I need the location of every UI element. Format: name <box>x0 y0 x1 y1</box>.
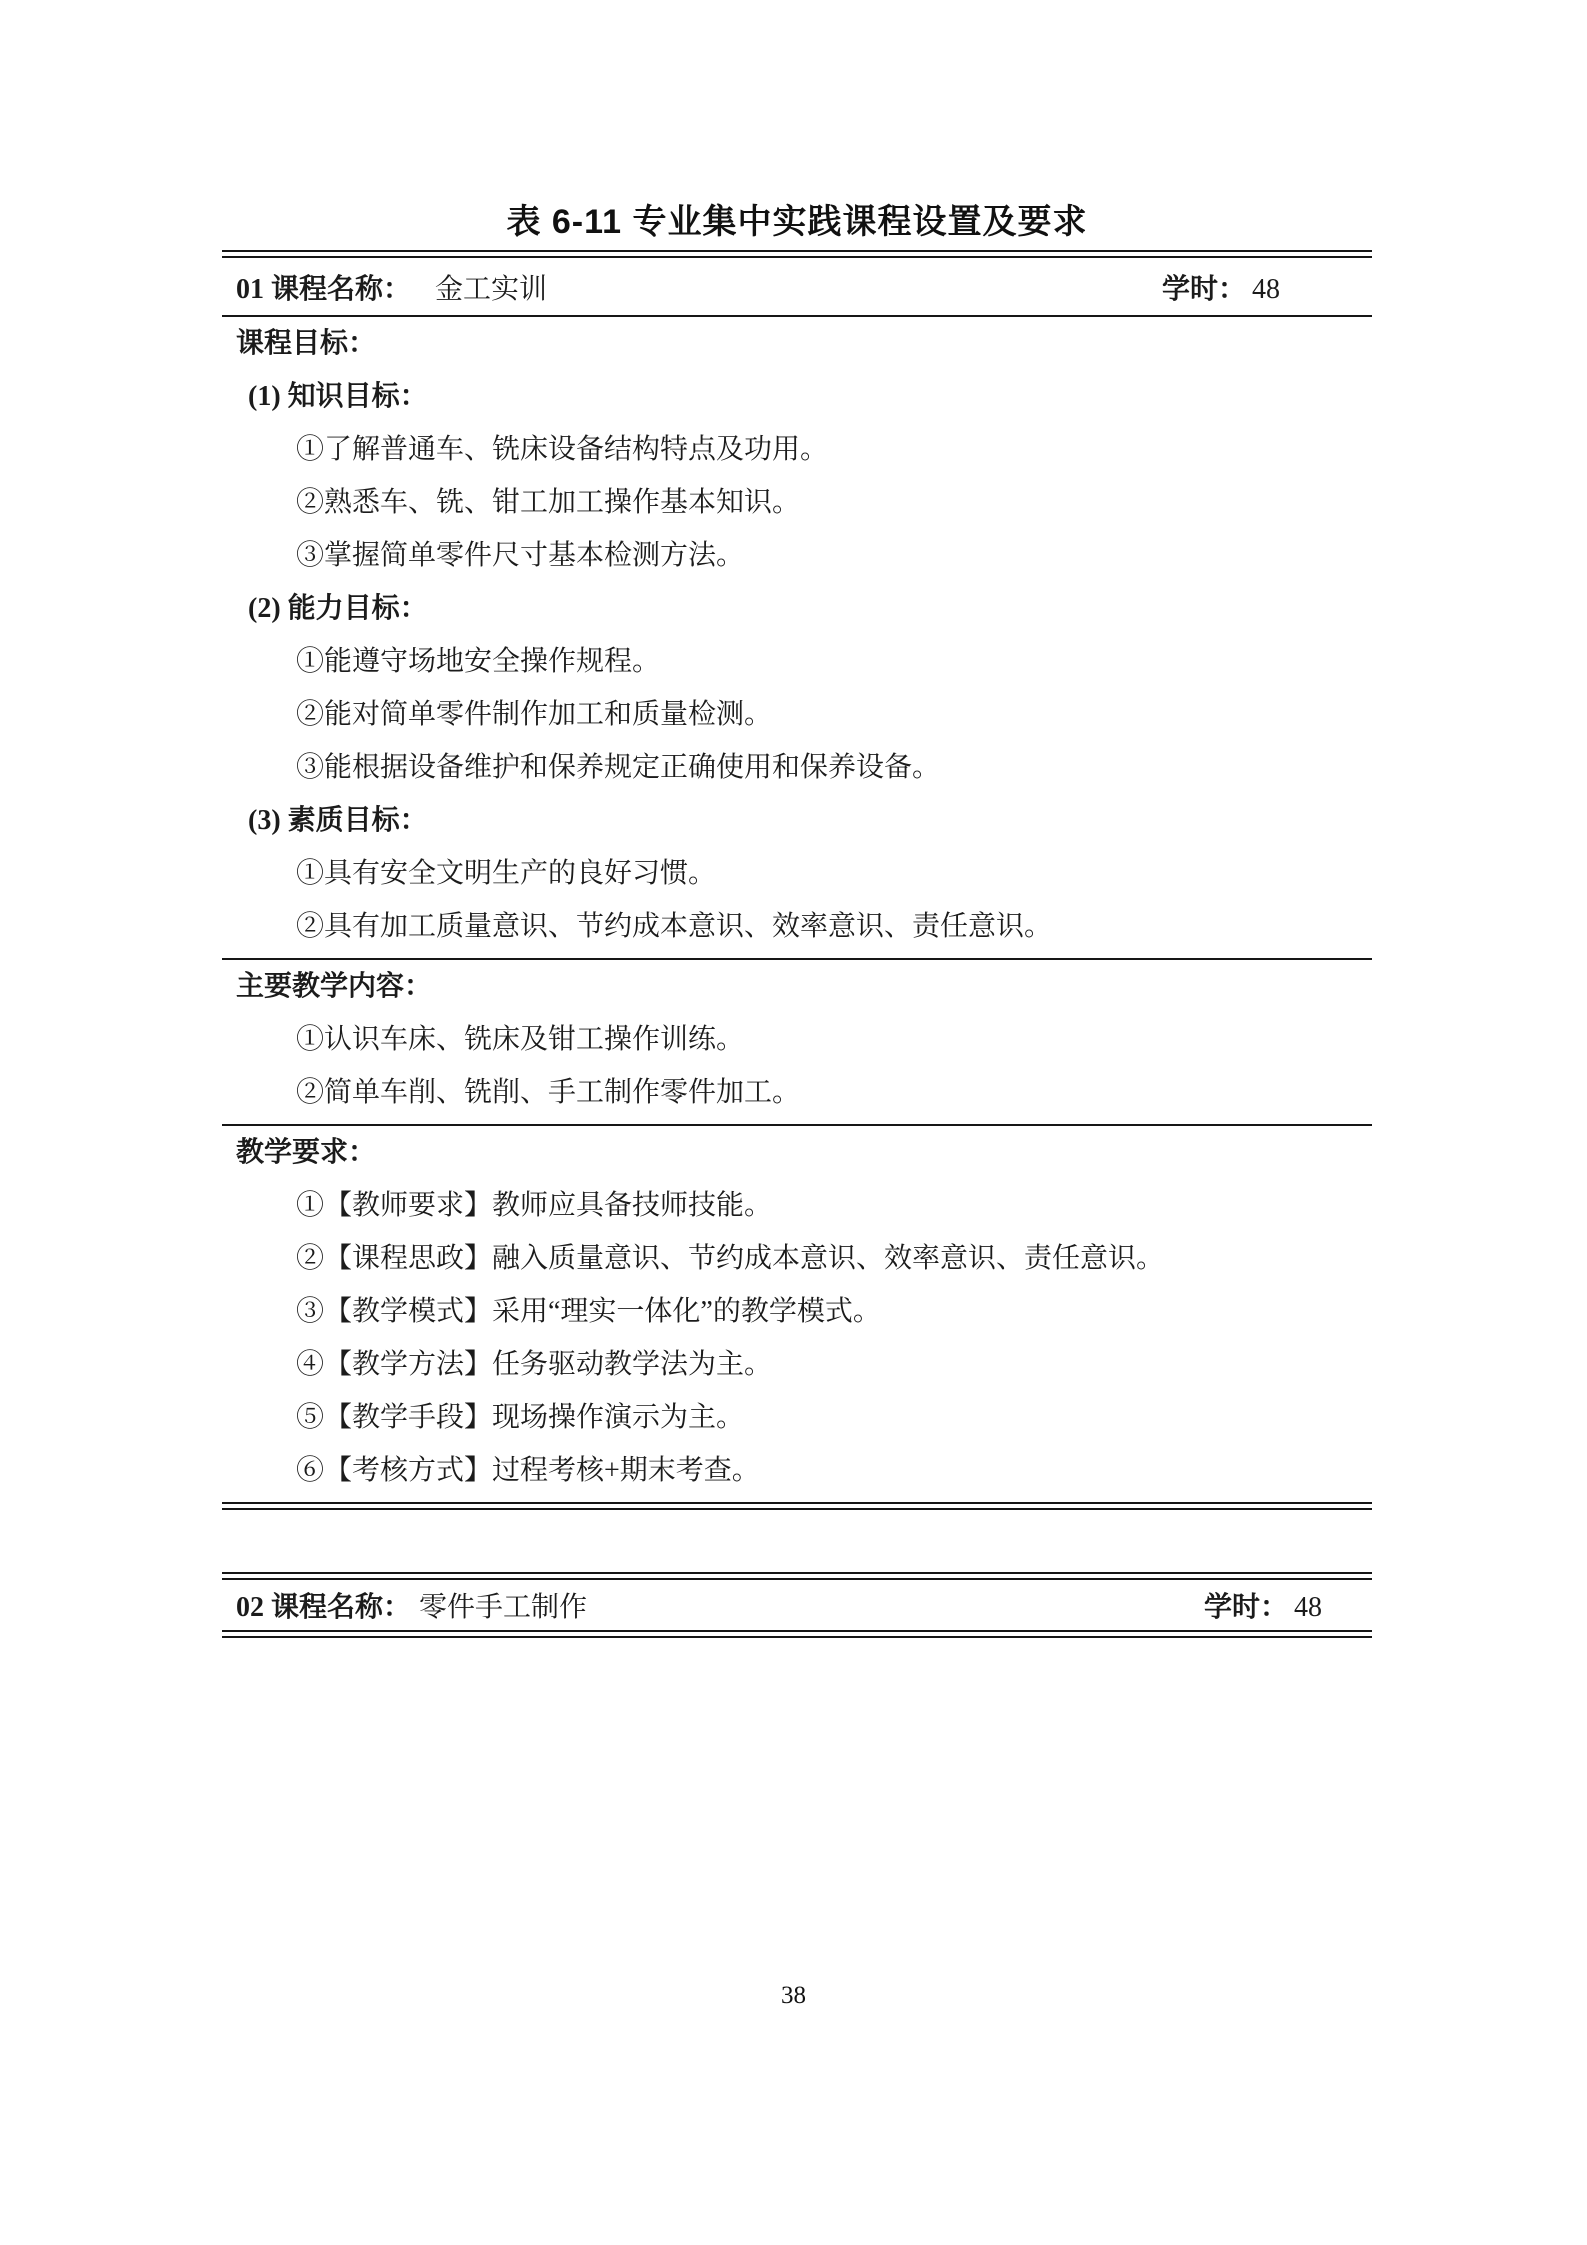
content-item: ②简单车削、铣削、手工制作零件加工。 <box>296 1077 801 1108</box>
section-heading: 课程目标： <box>236 328 377 359</box>
requirement-item: ①【教师要求】教师应具备技师技能。 <box>296 1190 773 1221</box>
table-top-double-rule <box>222 250 1372 258</box>
hours-label: 学时： <box>1161 273 1246 305</box>
hours-value: 48 <box>1252 273 1280 305</box>
course-block-02 <box>222 1572 1372 1638</box>
page-title: 表 6-11 专业集中实践课程设置及要求 <box>506 203 1088 241</box>
course-hours-cell <box>1162 267 1372 307</box>
objective-item: ①能遵守场地安全操作规程。 <box>296 646 661 677</box>
objective-item: ②具有加工质量意识、节约成本意识、效率意识、责任意识。 <box>296 911 1053 942</box>
objective-group-heading: (1) 知识目标： <box>248 381 428 412</box>
objective-item: ③能根据设备维护和保养规定正确使用和保养设备。 <box>296 752 941 783</box>
course-objectives-section <box>222 317 1372 958</box>
table-bottom-double-rule <box>222 1630 1372 1638</box>
course-code-label: 02 课程名称： <box>236 1592 412 1623</box>
objective-item: ②能对简单零件制作加工和质量检测。 <box>296 699 773 730</box>
section-heading: 主要教学内容： <box>236 971 433 1002</box>
course-header-row <box>222 1580 1372 1630</box>
requirement-item: ②【课程思政】融入质量意识、节约成本意识、效率意识、责任意识。 <box>296 1243 1165 1274</box>
page-number: 38 <box>781 1982 806 2009</box>
objective-group-heading: (3) 素质目标： <box>248 805 428 836</box>
course-hours-cell <box>1204 1585 1372 1625</box>
hours-label: 学时： <box>1203 1592 1288 1623</box>
requirement-item: ④【教学方法】任务驱动教学法为主。 <box>296 1349 773 1380</box>
requirement-item: ⑥【考核方式】过程考核+期末考查。 <box>296 1455 760 1486</box>
hours-value: 48 <box>1294 1592 1322 1623</box>
course-code-label: 01 课程名称： <box>236 273 412 305</box>
table-top-double-rule <box>222 1572 1372 1580</box>
content-item: ①认识车床、铣床及钳工操作训练。 <box>296 1024 745 1055</box>
requirement-item: ⑤【教学手段】现场操作演示为主。 <box>296 1402 745 1433</box>
course-name-cell <box>222 267 547 307</box>
objective-item: ①具有安全文明生产的良好习惯。 <box>296 858 717 889</box>
course-name: 金工实训 <box>435 273 548 305</box>
teaching-requirements-section <box>222 1126 1372 1502</box>
requirement-item: ③【教学模式】采用“理实一体化”的教学模式。 <box>296 1296 881 1327</box>
course-header-row <box>222 258 1372 315</box>
course-block-01 <box>222 250 1372 1510</box>
course-name-cell <box>222 1585 587 1625</box>
objective-group-heading: (2) 能力目标： <box>248 593 428 624</box>
course-name: 零件手工制作 <box>419 1592 588 1623</box>
objective-item: ③掌握简单零件尺寸基本检测方法。 <box>296 540 745 571</box>
objective-item: ②熟悉车、铣、钳工加工操作基本知识。 <box>296 487 801 518</box>
objective-item: ①了解普通车、铣床设备结构特点及功用。 <box>296 434 829 465</box>
teaching-content-section <box>222 960 1372 1124</box>
table-bottom-double-rule <box>222 1502 1372 1510</box>
section-heading: 教学要求： <box>236 1137 377 1168</box>
